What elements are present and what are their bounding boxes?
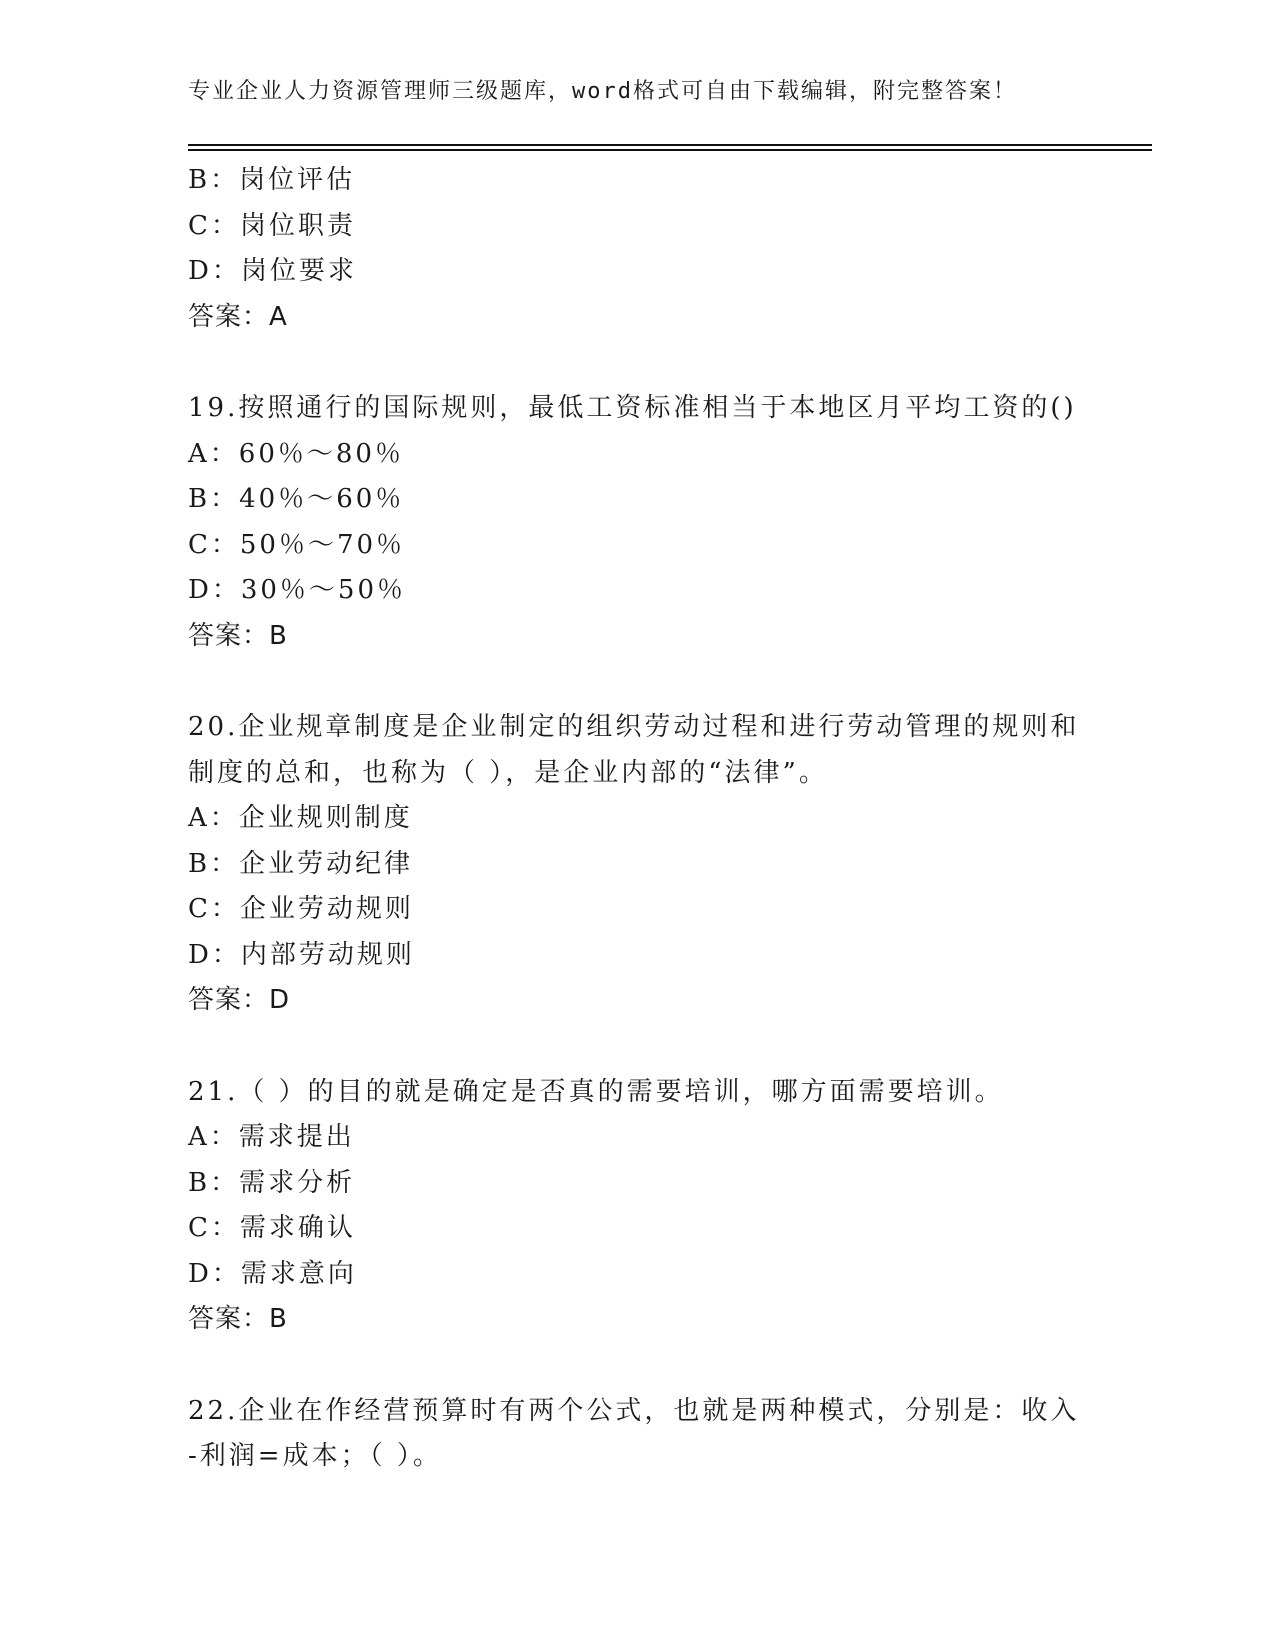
question-text: 制度的总和，也称为（ ），是企业内部的“法律”。 xyxy=(188,757,828,788)
option-line: A：需求提出 xyxy=(188,1122,355,1152)
option-line: A：企业规则制度 xyxy=(188,803,413,833)
option-line: D：内部劳动规则 xyxy=(188,939,415,970)
page-header: 专业企业人力资源管理师三级题库，word格式可自由下载编辑，附完整答案！ xyxy=(188,79,1017,104)
question-text: 21.（ ）的目的就是确定是否真的需要培训，哪方面需要培训。 xyxy=(188,1076,1004,1107)
header-divider xyxy=(188,144,1152,151)
question-text: 19.按照通行的国际规则，最低工资标准相当于本地区月平均工资的() xyxy=(188,393,1077,423)
answer-line: 答案：A xyxy=(188,301,288,332)
option-line: C：需求确认 xyxy=(188,1213,356,1243)
option-line: D：需求意向 xyxy=(188,1258,357,1289)
option-line: D：岗位要求 xyxy=(188,256,357,286)
option-line: C：岗位职责 xyxy=(188,210,356,241)
option-line: D：30％～50％ xyxy=(188,575,407,605)
option-line: B：需求分析 xyxy=(188,1167,356,1198)
option-line: A：60％～80％ xyxy=(188,438,404,469)
option-line: C：企业劳动规则 xyxy=(188,894,414,924)
answer-line: 答案：B xyxy=(188,1304,288,1334)
option-line: B：岗位评估 xyxy=(188,165,356,195)
block-spacer xyxy=(188,340,1088,386)
document-body xyxy=(188,158,1088,1480)
question-text: -利润=成本；（ ）。 xyxy=(188,1441,442,1471)
option-line: B：企业劳动纪律 xyxy=(188,848,414,879)
option-line: B：40％～60％ xyxy=(188,484,405,514)
question-text: 20.企业规章制度是企业制定的组织劳动过程和进行劳动管理的规则和 xyxy=(188,712,1080,742)
answer-line: 答案：B xyxy=(188,620,288,651)
block-spacer xyxy=(188,1024,1088,1070)
question-text: 22.企业在作经营预算时有两个公式，也就是两种模式，分别是：收入 xyxy=(188,1395,1080,1426)
block-spacer xyxy=(188,659,1088,705)
option-line: C：50％～70％ xyxy=(188,529,406,560)
block-spacer xyxy=(188,1343,1088,1389)
answer-line: 答案：D xyxy=(188,985,291,1015)
